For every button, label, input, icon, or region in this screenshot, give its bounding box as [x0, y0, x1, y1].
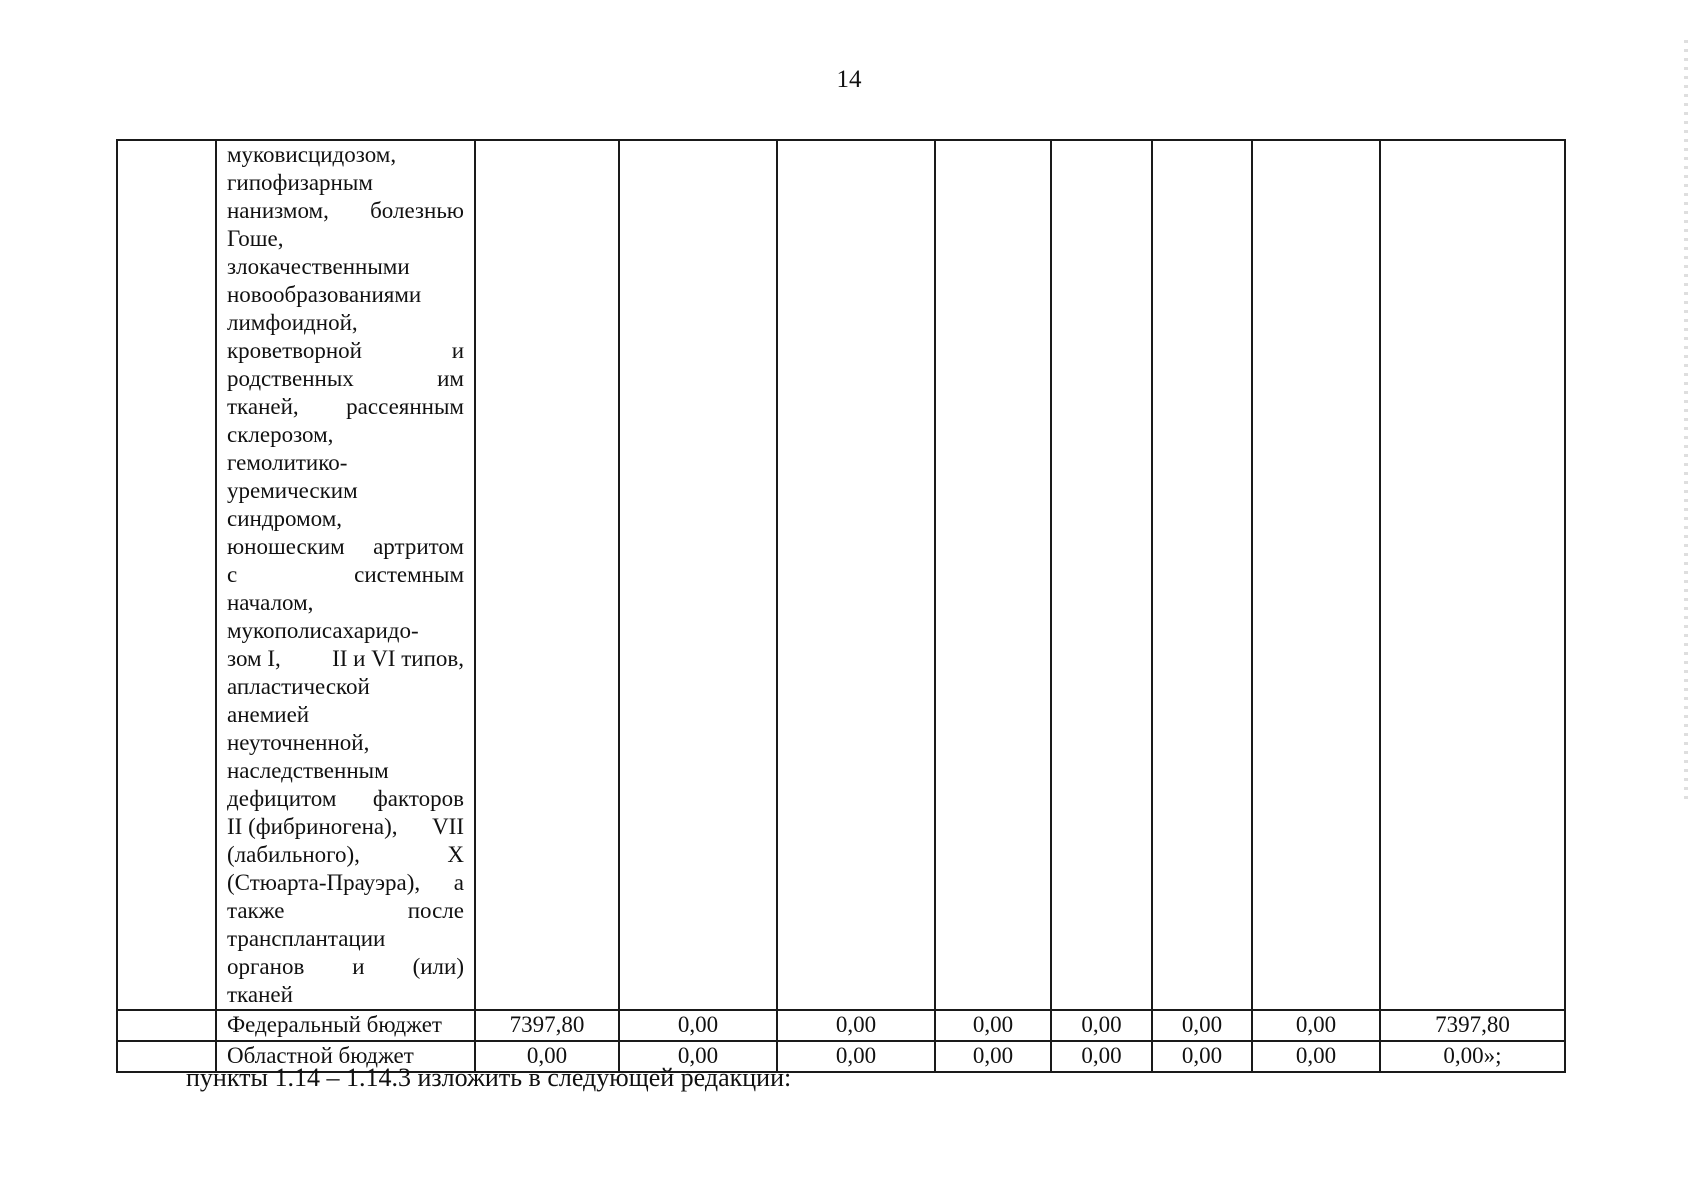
description-line: [227, 533, 464, 561]
description-word: апластической: [227, 674, 370, 699]
description-word: и: [451, 338, 464, 363]
footer-instruction: пункты 1.14 – 1.14.3 изложить в следующей редакции:: [186, 1063, 792, 1092]
value-cell: 0,00: [1252, 1041, 1380, 1072]
description-word: тканей,: [227, 394, 299, 419]
description-line: [227, 281, 464, 309]
description-line: [227, 197, 464, 225]
description-word: началом,: [227, 590, 314, 615]
description-line: [227, 981, 464, 1009]
description-line: [227, 617, 464, 645]
description-word: наследственным: [227, 758, 389, 783]
description-word: лимфоидной,: [227, 310, 358, 335]
scan-artifact: [1684, 40, 1688, 800]
description-word: и: [352, 954, 365, 979]
description-word: анемией: [227, 702, 310, 727]
description-line: [227, 421, 464, 449]
description-line: [227, 785, 464, 813]
value-cell: 0,00: [777, 1041, 935, 1072]
value-cell: 0,00: [1152, 1041, 1252, 1072]
number-cell: [117, 1010, 216, 1041]
value-cell: 0,00: [619, 1010, 777, 1041]
description-line: [227, 477, 464, 505]
description-word: кроветворной: [227, 338, 362, 363]
description-word: гемолитико-: [227, 450, 348, 475]
value-cell: 0,00: [1051, 1041, 1152, 1072]
description-word: новообразованиями: [227, 282, 422, 307]
value-cell: 0,00: [777, 1010, 935, 1041]
description-line: [227, 365, 464, 393]
description-word: родственных: [227, 366, 354, 391]
value-cell: [1051, 140, 1152, 1010]
description-line: [227, 449, 464, 477]
description-word: нанизмом,: [227, 198, 329, 223]
description-line: [227, 701, 464, 729]
description-line: [227, 505, 464, 533]
description-line: [227, 841, 464, 869]
description-word: муковисцидозом,: [227, 142, 397, 167]
description-line: [227, 757, 464, 785]
page-number: 14: [836, 66, 862, 93]
description-line: [227, 925, 464, 953]
description-word: склерозом,: [227, 422, 334, 447]
description-line: [227, 645, 464, 673]
description-word: II и VI типов,: [332, 646, 464, 671]
row-label: Областной бюджет: [216, 1041, 475, 1072]
description-line: [227, 813, 464, 841]
description-word: а: [453, 870, 464, 895]
description-line: [227, 897, 464, 925]
value-cell: [1152, 140, 1252, 1010]
description-line: [227, 673, 464, 701]
description-word: также: [227, 898, 285, 923]
description-line: [227, 869, 464, 897]
description-cell: [216, 140, 475, 1010]
value-cell: 0,00: [1051, 1010, 1152, 1041]
row-label: Федеральный бюджет: [216, 1010, 475, 1041]
description-line: [227, 589, 464, 617]
description-word: гипофизарным: [227, 170, 373, 195]
value-cell: [777, 140, 935, 1010]
description-line: [227, 393, 464, 421]
description-line: [227, 309, 464, 337]
description-word: злокачественными: [227, 254, 410, 279]
value-cell: 7397,80: [1380, 1010, 1565, 1041]
description-word: VII: [432, 814, 464, 839]
description-word: трансплантации: [227, 926, 386, 951]
description-line: [227, 729, 464, 757]
description-word: юношеским: [227, 534, 345, 559]
value-cell: 0,00»;: [1380, 1041, 1565, 1072]
description-word: мукополисахаридо-: [227, 618, 419, 643]
description-line: [227, 561, 464, 589]
budget-table: [116, 139, 1566, 1073]
description-word: с: [227, 562, 238, 587]
description-word: X: [447, 842, 464, 867]
description-line: [227, 953, 464, 981]
description-word: после: [407, 898, 464, 923]
description-line: [227, 225, 464, 253]
description-line: [227, 253, 464, 281]
description-word: болезнью: [370, 198, 464, 223]
description-word: системным: [354, 562, 464, 587]
table-row-federal: [117, 1010, 1565, 1041]
description-word: зом I,: [227, 646, 281, 671]
number-cell: [117, 140, 216, 1010]
value-cell: 0,00: [619, 1041, 777, 1072]
description-word: рассеянным: [346, 394, 464, 419]
table-row-description: [117, 140, 1565, 1010]
value-cell: [619, 140, 777, 1010]
description-word: тканей: [227, 982, 293, 1007]
description-word: (лабильного),: [227, 842, 360, 867]
description-word: (Стюарта-Прауэра),: [227, 870, 421, 895]
description-word: факторов: [372, 786, 464, 811]
description-line: [227, 141, 464, 169]
description-word: синдромом,: [227, 506, 343, 531]
value-cell: 0,00: [1152, 1010, 1252, 1041]
value-cell: 0,00: [935, 1010, 1051, 1041]
description-line: [227, 169, 464, 197]
description-word: Гоше,: [227, 226, 284, 251]
value-cell: 0,00: [1252, 1010, 1380, 1041]
description-word: им: [437, 366, 464, 391]
value-cell: [935, 140, 1051, 1010]
value-cell: 7397,80: [475, 1010, 619, 1041]
value-cell: [475, 140, 619, 1010]
value-cell: 0,00: [935, 1041, 1051, 1072]
description-word: (или): [412, 954, 464, 979]
value-cell: 0,00: [475, 1041, 619, 1072]
description-word: артритом: [373, 534, 464, 559]
description-word: дефицитом: [227, 786, 337, 811]
description-word: уремическим: [227, 478, 358, 503]
description-word: органов: [227, 954, 305, 979]
description-word: II (фибриногена),: [227, 814, 398, 839]
value-cell: [1252, 140, 1380, 1010]
value-cell: [1380, 140, 1565, 1010]
description-word: неуточненной,: [227, 730, 370, 755]
description-line: [227, 337, 464, 365]
